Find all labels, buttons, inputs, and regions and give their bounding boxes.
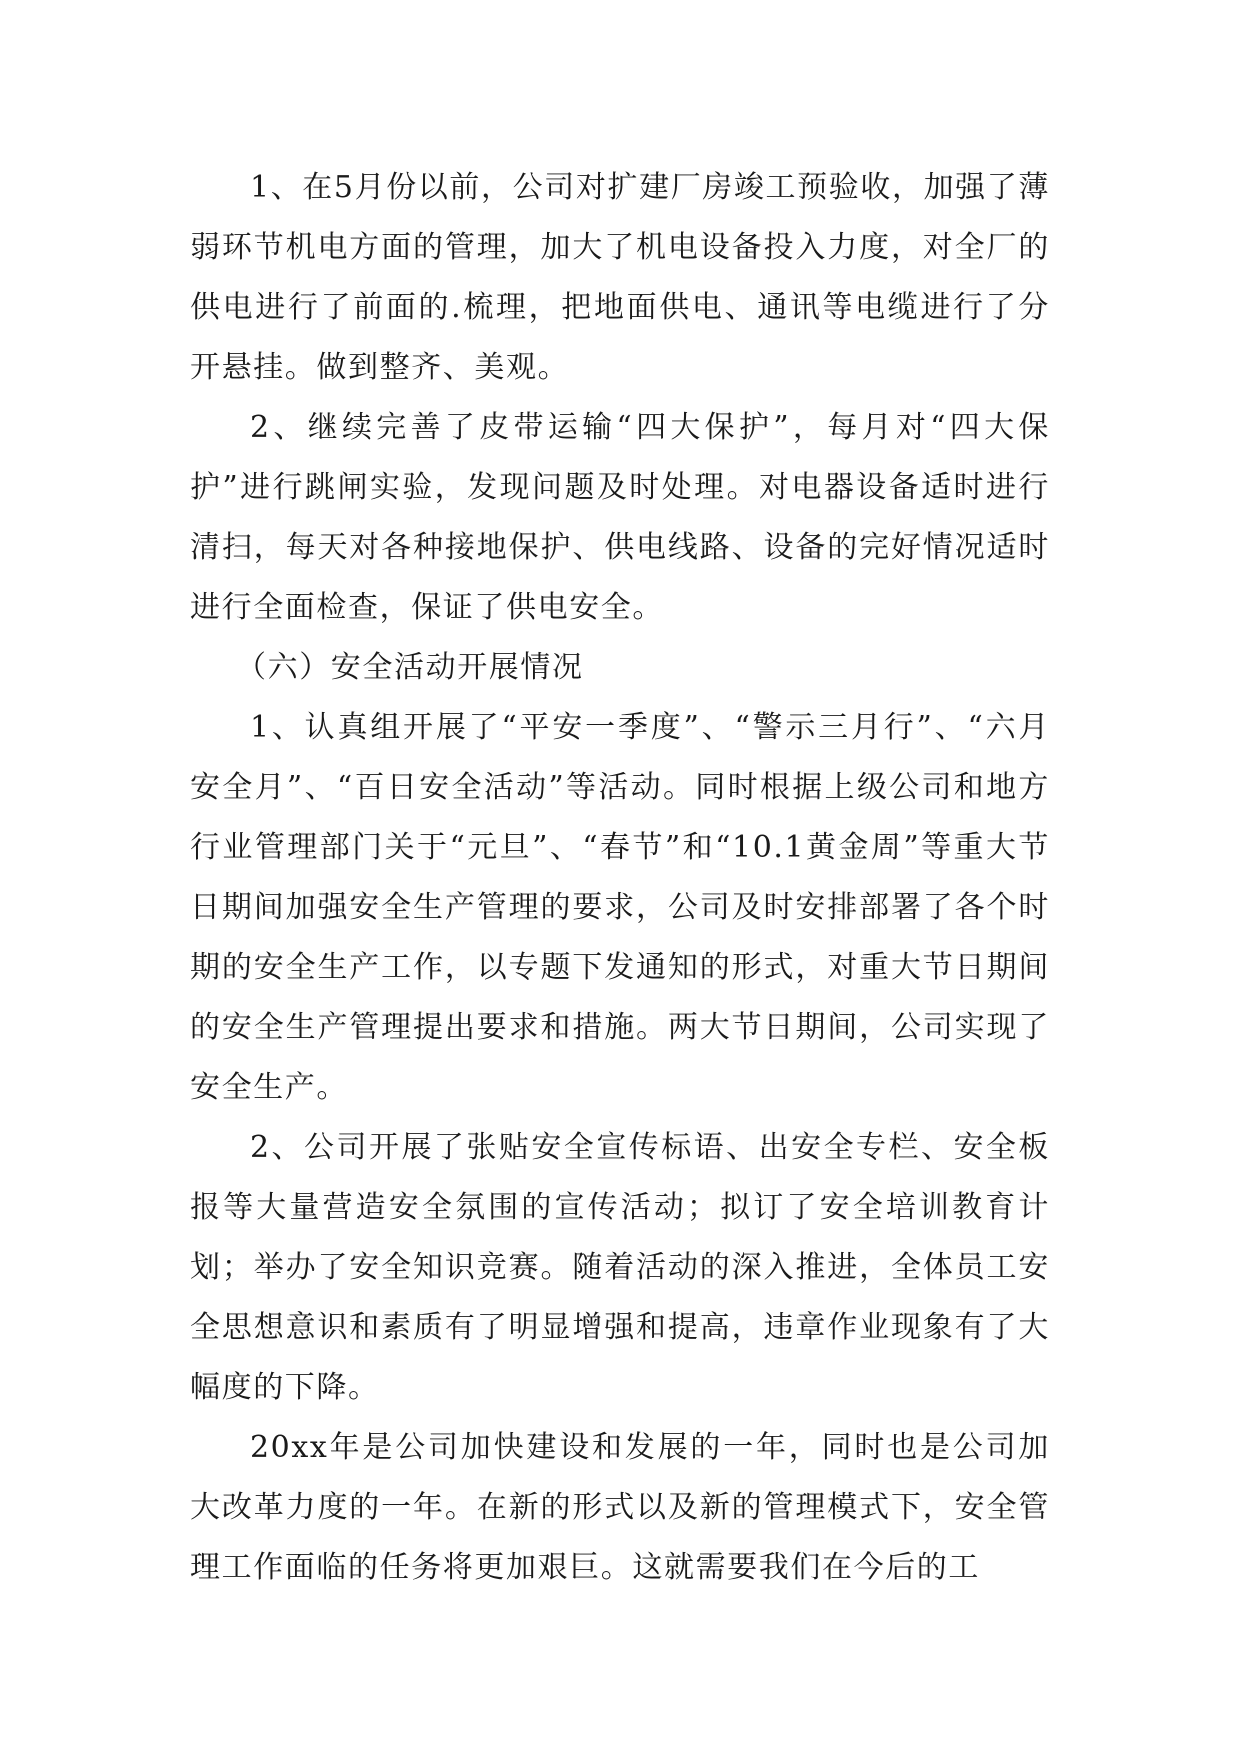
paragraph-year-outlook: 20xx年是公司加快建设和发展的一年，同时也是公司加大改革力度的一年。在新的形式以及新的管理模式下，安全管理工作面临的任务将更加艰巨。这就需要我们在今后的工 [190,1430,1050,1585]
section-heading: （六）安全活动开展情况 [236,650,584,685]
paragraph-electrical-management: 1、在5月份以前，公司对扩建厂房竣工预验收，加强了薄弱环节机电方面的管理，加大了机电设备投入力度，对全厂的供电进行了前面的.梳理，把地面供电、通讯等电缆进行了分开悬挂。做到整齐、美观。 [190,170,1050,385]
paragraph-belt-protection: 2、继续完善了皮带运输“四大保护”，每月对“四大保护”进行跳闸实验，发现问题及时处理。对电器设备适时进行清扫，每天对各种接地保护、供电线路、设备的完好情况适时进行全面检查，保证了供电安全。 [190,410,1050,625]
paragraph-safety-activities: 1、认真组开展了“平安一季度”、“警示三月行”、“六月安全月”、“百日安全活动”等活动。同时根据上级公司和地方行业管理部门关于“元旦”、“春节”和“10.1黄金周”等重大节日期间加强安全生产管理的要求，公司及时安排部署了各个时期的安全生产工作，以专题下发通知的形式，对重大节日期间的安全生产管理提出要求和措施。两大节日期间，公司实现了安全生产。 [190,710,1050,1105]
document-body [190,158,1050,1598]
paragraph-safety-publicity: 2、公司开展了张贴安全宣传标语、出安全专栏、安全板报等大量营造安全氛围的宣传活动；拟订了安全培训教育计划；举办了安全知识竞赛。随着活动的深入推进，全体员工安全思想意识和素质有了明显增强和提高，违章作业现象有了大幅度的下降。 [190,1130,1050,1405]
